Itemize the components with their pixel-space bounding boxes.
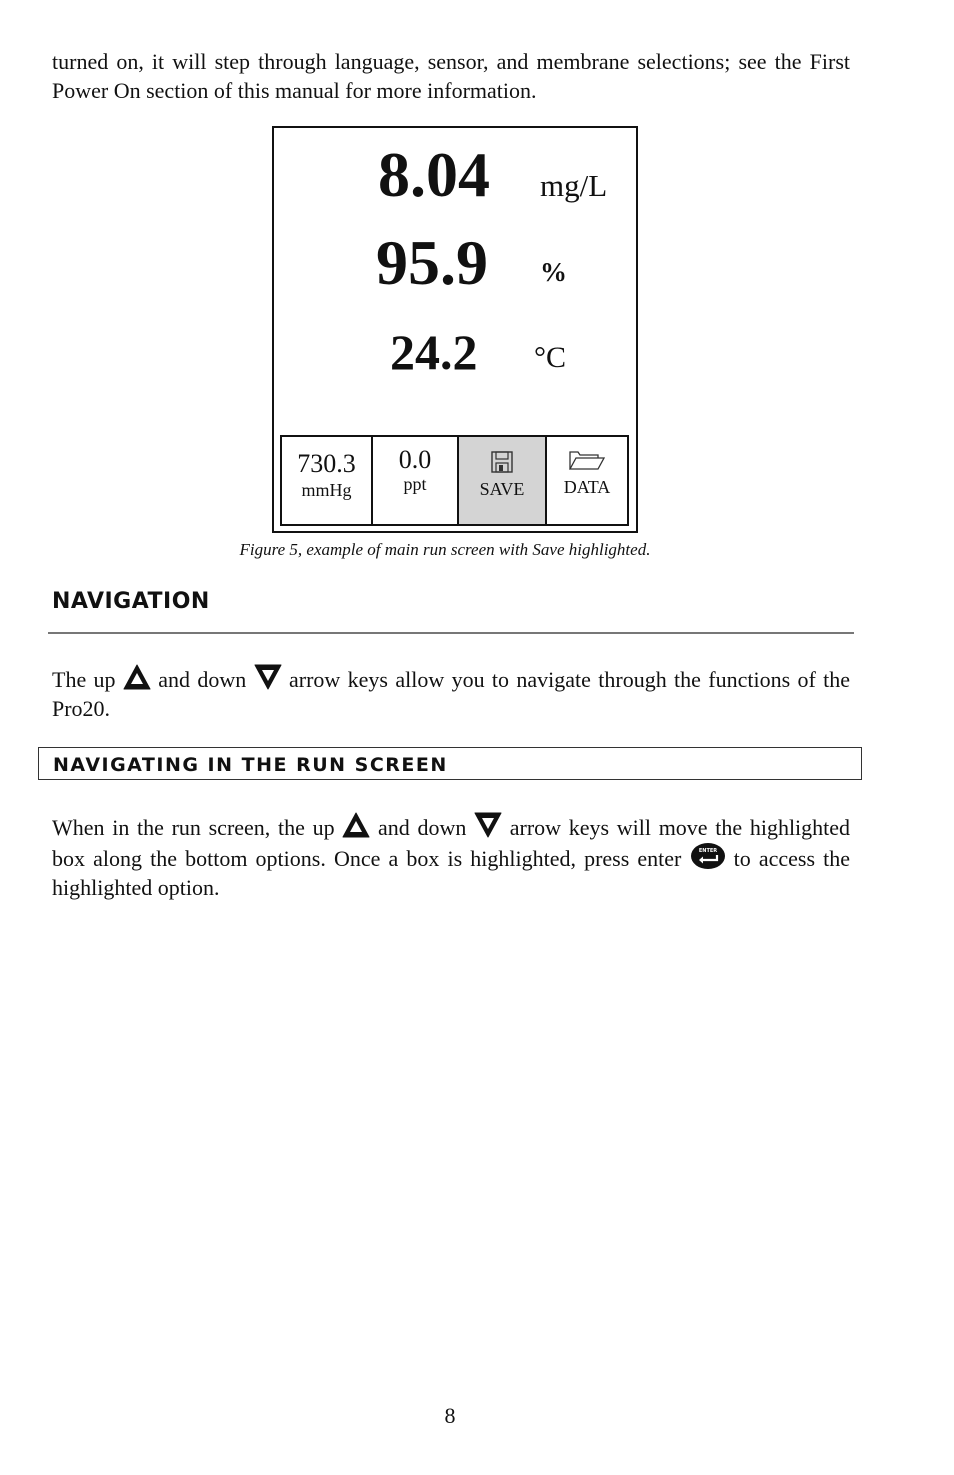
salinity-value: 0.0	[398, 445, 432, 474]
page-number: 8	[444, 1403, 456, 1428]
salinity-box[interactable]	[373, 437, 459, 524]
down-arrow-key-icon	[254, 664, 282, 690]
figure-caption: Figure 5, example of main run screen with Save highlighted.	[239, 540, 651, 559]
run-text-after-down: arrow keys will move the highlighted box along the bottom options. Once a box is highlighted, press enter	[52, 815, 851, 871]
intro-paragraph: turned on, it will step through language, sensor, and membrane selections; see the First Power On section of this manual for more information.	[52, 49, 850, 103]
folder-icon	[568, 449, 606, 471]
run-text-after-enter: to access the highlighted option.	[52, 846, 851, 900]
nav-text-between: and down	[158, 667, 247, 692]
nav-text-before-up: The up	[52, 667, 116, 692]
run-text-between: and down	[377, 815, 467, 840]
do-concentration-value: 8.04	[378, 139, 490, 210]
run-screen-heading-box	[38, 747, 862, 780]
run-screen-paragraph	[52, 812, 850, 902]
run-screen-bottom-bar	[280, 435, 629, 526]
data-label: DATA	[563, 477, 611, 497]
do-concentration-unit: mg/L	[540, 168, 608, 203]
heading-divider	[48, 632, 854, 634]
up-arrow-key-icon	[123, 664, 151, 690]
salinity-unit: ppt	[403, 474, 427, 494]
temperature-value: 24.2	[390, 324, 478, 380]
barometer-value: 730.3	[297, 449, 356, 478]
save-button[interactable]	[459, 437, 547, 524]
do-saturation-value: 95.9	[376, 227, 488, 298]
navigation-paragraph	[52, 664, 850, 723]
enter-key-label: ENTER	[698, 848, 717, 854]
navigation-heading: NAVIGATION	[52, 589, 210, 614]
run-screen-heading: NAVIGATING IN THE RUN SCREEN	[53, 754, 448, 776]
nav-text-after-down: arrow keys allow you to navigate through the functions of the Pro20.	[52, 667, 851, 721]
floppy-disk-icon	[491, 451, 513, 473]
barometer-unit: mmHg	[301, 480, 352, 500]
run-screen-figure	[272, 126, 638, 533]
up-arrow-key-icon	[342, 812, 370, 838]
data-button[interactable]	[547, 437, 627, 524]
down-arrow-key-icon	[474, 812, 502, 838]
enter-key-icon	[690, 842, 726, 870]
temperature-unit: °C	[534, 341, 567, 374]
save-label: SAVE	[479, 479, 525, 499]
run-text-before-up: When in the run screen, the up	[52, 815, 335, 840]
do-saturation-unit: %	[540, 257, 567, 287]
barometer-box[interactable]	[282, 437, 373, 524]
